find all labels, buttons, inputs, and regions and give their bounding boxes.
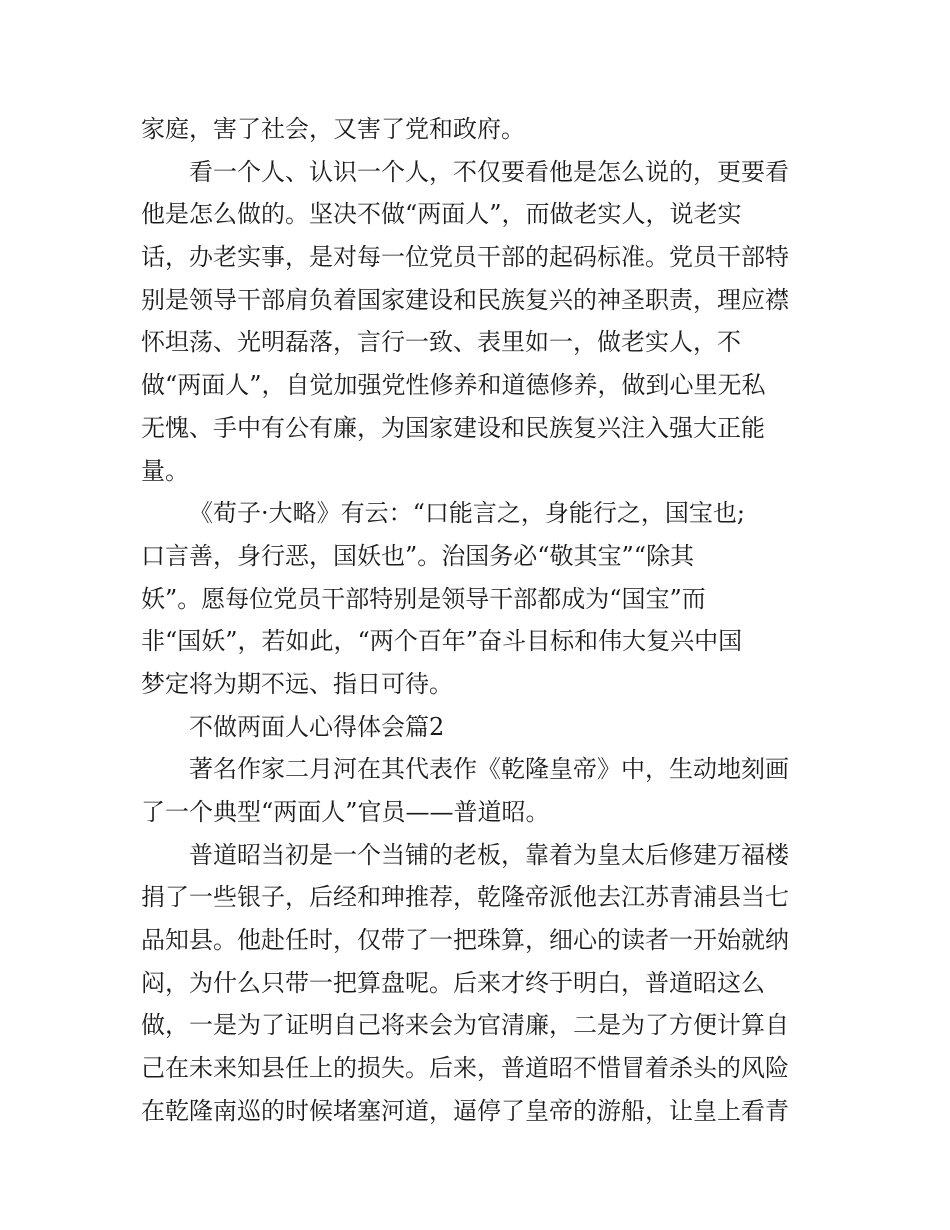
paragraph-start-line: 看一个人、认识一个人，不仅要看他是怎么说的，更要看 xyxy=(189,157,789,186)
text-line: 捐了一些银子，后经和珅推荐，乾隆帝派他去江苏青浦县当七 xyxy=(141,883,789,912)
text-line: 无愧、手中有公有廉，为国家建设和民族复兴注入强大正能 xyxy=(141,413,765,442)
text-line: 别是领导干部肩负着国家建设和民族复兴的神圣职责，理应襟 xyxy=(141,285,789,314)
text-line: 在乾隆南巡的时候堵塞河道，逼停了皇帝的游船，让皇上看青 xyxy=(141,1096,789,1125)
text-line: 怀坦荡、光明磊落，言行一致、表里如一，做老实人，不 xyxy=(141,328,741,357)
text-line: 闷，为什么只带一把算盘呢。后来才终于明白，普道昭这么 xyxy=(141,968,765,997)
text-line: 品知县。他赴任时，仅带了一把珠算，细心的读者一开始就纳 xyxy=(141,926,789,955)
text-line: 妖”。愿每位党员干部特别是领导干部都成为“国宝”而 xyxy=(141,584,706,613)
text-line: 话，办老实事，是对每一位党员干部的起码标准。党员干部特 xyxy=(141,243,789,272)
body-text xyxy=(141,108,821,1133)
section-heading: 不做两面人心得体会篇2 xyxy=(189,712,445,741)
paragraph-start-line: 《荀子·大略》有云：“口能言之，身能行之，国宝也; xyxy=(189,499,745,528)
text-line: 口言善，身行恶，国妖也”。治国务必“敬其宝”“除其 xyxy=(141,541,695,570)
text-line: 做，一是为了证明自己将来会为官清廉，二是为了方便计算自 xyxy=(141,1011,789,1040)
paragraph-start-line: 普道昭当初是一个当铺的老板，靠着为皇太后修建万福楼 xyxy=(189,840,789,869)
text-line: 非“国妖”，若如此，“两个百年”奋斗目标和伟大复兴中国 xyxy=(141,627,743,656)
text-line: 做“两面人”，自觉加强党性修养和道德修养，做到心里无私 xyxy=(141,371,766,400)
text-line: 己在未来知县任上的损失。后来，普道昭不惜冒着杀头的风险 xyxy=(141,1054,789,1083)
paragraph-start-line: 著名作家二月河在其代表作《乾隆皇帝》中，生动地刻画 xyxy=(189,755,789,784)
text-line: 家庭，害了社会，又害了党和政府。 xyxy=(141,115,525,143)
text-line: 梦定将为期不远、指日可待。 xyxy=(141,669,453,698)
text-line: 他是怎么做的。坚决不做“两面人”，而做老实人，说老实 xyxy=(141,200,742,229)
text-line: 量。 xyxy=(141,456,189,485)
text-line: 了一个典型“两面人”官员——普道昭。 xyxy=(141,798,550,826)
